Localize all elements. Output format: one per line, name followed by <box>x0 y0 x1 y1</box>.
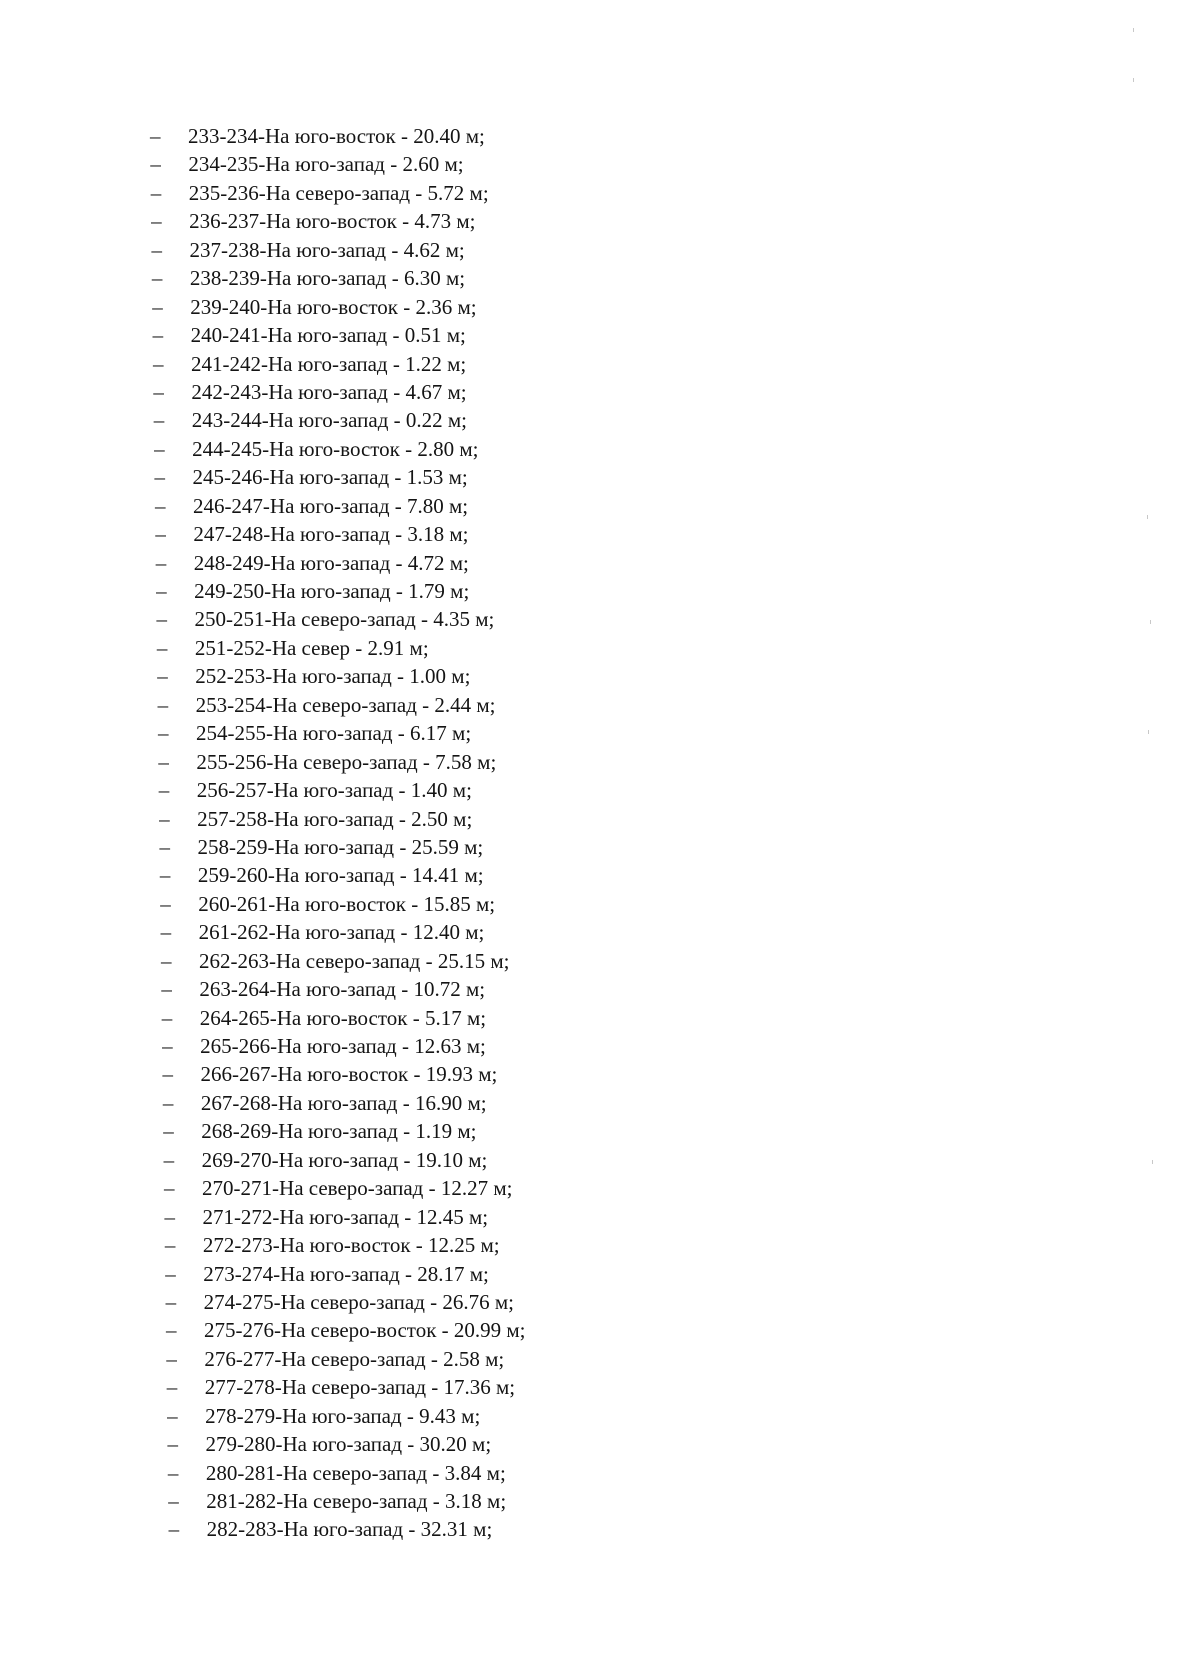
boundary-segment-text: 240-241-На юго-запад - 0.51 м; <box>190 323 466 348</box>
list-item <box>150 691 526 719</box>
boundary-segment-text: 244-245-На юго-восток - 2.80 м; <box>192 436 479 461</box>
boundary-segment-text: 245-246-На юго-запад - 1.53 м; <box>192 465 468 490</box>
list-item <box>150 1402 526 1430</box>
boundary-segment-text: 253-254-На северо-запад - 2.44 м; <box>195 692 496 717</box>
boundary-segment-text: 246-247-На юго-запад - 7.80 м; <box>192 493 469 518</box>
list-bullet-dash: – <box>153 408 165 433</box>
boundary-segment-text: 247-248-На юго-запад - 3.18 м; <box>193 522 469 547</box>
list-item <box>150 1487 526 1515</box>
list-item <box>150 748 526 776</box>
list-bullet-dash: – <box>161 948 172 973</box>
list-bullet-dash: – <box>165 1318 177 1343</box>
list-item <box>150 1117 526 1145</box>
list-bullet-dash: – <box>150 180 162 205</box>
list-item <box>150 634 526 662</box>
list-bullet-dash: – <box>151 266 163 291</box>
boundary-segment-text: 267-268-На юго-запад - 16.90 м; <box>200 1090 487 1115</box>
list-item <box>150 1146 526 1174</box>
list-item <box>150 1231 526 1259</box>
boundary-segment-text: 248-249-На юго-запад - 4.72 м; <box>193 550 469 575</box>
list-item <box>150 236 526 264</box>
scan-speck <box>1152 1160 1153 1164</box>
list-bullet-dash: – <box>152 323 164 348</box>
list-item <box>150 861 526 889</box>
list-bullet-dash: – <box>151 237 163 262</box>
boundary-segment-text: 266-267-На юго-восток - 19.93 м; <box>200 1062 498 1087</box>
boundary-segment-text: 263-264-На юго-запад - 10.72 м; <box>199 977 486 1002</box>
boundary-segment-text: 273-274-На юго-запад - 28.17 м; <box>203 1261 489 1286</box>
list-bullet-dash: – <box>164 1233 176 1258</box>
boundary-segment-text: 257-258-На юго-запад - 2.50 м; <box>197 806 473 831</box>
list-bullet-dash: – <box>158 749 169 774</box>
list-bullet-dash: – <box>162 1034 173 1058</box>
boundary-segment-text: 238-239-На юго-запад - 6.30 м; <box>189 266 466 291</box>
list-bullet-dash: – <box>154 493 166 518</box>
list-bullet-dash: – <box>158 778 170 803</box>
list-item <box>150 1430 526 1458</box>
boundary-segment-text: 254-255-На юго-запад - 6.17 м; <box>195 721 472 746</box>
list-item <box>150 805 526 833</box>
boundary-segment-text: 256-257-На юго-запад - 1.40 м; <box>196 778 472 803</box>
list-item <box>150 1288 526 1316</box>
list-item <box>150 719 526 747</box>
list-item <box>150 1345 526 1373</box>
list-item <box>150 1060 526 1088</box>
boundary-segment-text: 250-251-На северо-запад - 4.35 м; <box>194 607 495 632</box>
list-bullet-dash: – <box>154 465 166 490</box>
list-item <box>150 1174 526 1202</box>
list-item <box>150 1089 526 1117</box>
list-item <box>150 577 526 605</box>
list-item <box>150 435 526 463</box>
list-item <box>150 1203 526 1231</box>
list-bullet-dash: – <box>166 1346 177 1371</box>
list-item <box>150 890 526 918</box>
list-item <box>150 406 526 434</box>
list-item <box>150 122 526 150</box>
list-item <box>150 605 526 633</box>
list-item <box>150 350 526 378</box>
scan-speck <box>1147 515 1148 519</box>
boundary-segment-list <box>150 122 526 1544</box>
list-item <box>150 918 526 946</box>
boundary-segment-text: 237-238-На юго-запад - 4.62 м; <box>189 237 465 262</box>
boundary-segment-text: 268-269-На юго-запад - 1.19 м; <box>201 1119 477 1144</box>
list-bullet-dash: – <box>167 1460 179 1485</box>
scan-speck <box>1133 28 1134 32</box>
list-item <box>150 520 526 548</box>
boundary-segment-text: 236-237-На юго-восток - 4.73 м; <box>189 209 476 234</box>
list-item <box>150 947 526 975</box>
list-item <box>150 833 526 861</box>
boundary-segment-text: 249-250-На юго-запад - 1.79 м; <box>194 579 470 603</box>
boundary-segment-text: 252-253-На юго-запад - 1.00 м; <box>195 664 471 689</box>
list-item <box>150 549 526 577</box>
list-bullet-dash: – <box>167 1403 178 1428</box>
boundary-segment-text: 281-282-На северо-запад - 3.18 м; <box>206 1489 507 1513</box>
scan-speck <box>1150 620 1151 624</box>
list-item <box>150 975 526 1003</box>
boundary-segment-text: 261-262-На юго-запад - 12.40 м; <box>198 920 485 945</box>
list-item <box>150 150 526 178</box>
list-bullet-dash: – <box>157 664 168 689</box>
boundary-segment-text: 259-260-На юго-запад - 14.41 м; <box>197 863 484 888</box>
list-item <box>150 1373 526 1401</box>
boundary-segment-text: 233-234-На юго-восток - 20.40 м; <box>188 124 485 148</box>
list-item <box>150 264 526 292</box>
boundary-segment-text: 280-281-На северо-запад - 3.84 м; <box>205 1460 506 1485</box>
boundary-segment-text: 275-276-На северо-восток - 20.99 м; <box>203 1318 526 1343</box>
boundary-segment-text: 255-256-На северо-запад - 7.58 м; <box>196 749 497 774</box>
list-bullet-dash: – <box>154 436 165 461</box>
list-bullet-dash: – <box>155 550 167 575</box>
list-bullet-dash: – <box>161 1005 173 1030</box>
boundary-segment-text: 277-278-На северо-запад - 17.36 м; <box>204 1375 516 1400</box>
boundary-segment-text: 265-266-На юго-запад - 12.63 м; <box>200 1034 486 1058</box>
boundary-segment-text: 234-235-На юго-запад - 2.60 м; <box>188 152 464 177</box>
boundary-segment-text: 262-263-На северо-запад - 25.15 м; <box>199 948 510 973</box>
boundary-segment-text: 282-283-На юго-запад - 32.31 м; <box>206 1517 493 1542</box>
list-bullet-dash: – <box>163 1147 175 1172</box>
list-bullet-dash: – <box>167 1432 178 1457</box>
boundary-segment-text: 276-277-На северо-запад - 2.58 м; <box>204 1346 505 1371</box>
boundary-segment-text: 241-242-На юго-запад - 1.22 м; <box>191 351 467 376</box>
boundary-segment-text: 235-236-На северо-запад - 5.72 м; <box>188 180 489 205</box>
list-bullet-dash: – <box>159 863 171 888</box>
list-item <box>150 321 526 349</box>
list-bullet-dash: – <box>153 351 164 376</box>
scan-speck <box>1148 730 1149 734</box>
list-bullet-dash: – <box>156 607 167 632</box>
list-item <box>150 662 526 690</box>
boundary-segment-text: 243-244-На юго-запад - 0.22 м; <box>191 408 467 433</box>
list-item <box>150 293 526 321</box>
boundary-segment-text: 269-270-На юго-запад - 19.10 м; <box>201 1147 488 1172</box>
list-bullet-dash: – <box>156 579 167 603</box>
list-bullet-dash: – <box>162 1062 174 1087</box>
boundary-segment-text: 279-280-На юго-запад - 30.20 м; <box>205 1432 492 1457</box>
list-item <box>150 776 526 804</box>
list-bullet-dash: – <box>159 806 170 831</box>
list-bullet-dash: – <box>153 379 164 404</box>
boundary-segment-text: 264-265-На юго-восток - 5.17 м; <box>199 1005 487 1030</box>
list-bullet-dash: – <box>168 1517 180 1542</box>
boundary-segment-text: 242-243-На юго-запад - 4.67 м; <box>191 379 467 404</box>
list-bullet-dash: – <box>159 834 170 859</box>
list-bullet-dash: – <box>164 1204 175 1229</box>
list-bullet-dash: – <box>157 692 169 717</box>
scan-speck <box>1133 78 1134 82</box>
list-bullet-dash: – <box>155 522 166 547</box>
list-item <box>150 1004 526 1032</box>
boundary-segment-text: 274-275-На северо-запад - 26.76 м; <box>203 1289 515 1314</box>
list-item <box>150 179 526 207</box>
list-bullet-dash: – <box>162 1090 174 1115</box>
boundary-segment-text: 272-273-На юго-восток - 12.25 м; <box>202 1233 500 1258</box>
list-item <box>150 1316 526 1344</box>
list-item <box>150 378 526 406</box>
list-bullet-dash: – <box>163 1119 174 1144</box>
boundary-segment-text: 270-271-На северо-запад - 12.27 м; <box>202 1176 513 1201</box>
list-bullet-dash: – <box>165 1261 176 1286</box>
list-bullet-dash: – <box>165 1289 177 1314</box>
boundary-segment-text: 239-240-На юго-восток - 2.36 м; <box>190 294 477 319</box>
list-bullet-dash: – <box>160 891 171 916</box>
list-item <box>150 207 526 235</box>
boundary-segment-text: 260-261-На юго-восток - 15.85 м; <box>198 891 496 916</box>
list-bullet-dash: – <box>157 721 169 746</box>
list-bullet-dash: – <box>156 635 168 660</box>
list-bullet-dash: – <box>152 294 163 319</box>
list-bullet-dash: – <box>164 1176 175 1201</box>
list-bullet-dash: – <box>168 1489 179 1513</box>
list-bullet-dash: – <box>166 1375 178 1400</box>
list-item <box>150 492 526 520</box>
list-bullet-dash: – <box>150 152 161 177</box>
list-bullet-dash: – <box>161 977 172 1002</box>
list-bullet-dash: – <box>151 209 162 234</box>
list-bullet-dash: – <box>150 124 161 148</box>
boundary-segment-text: 251-252-На север - 2.91 м; <box>194 635 429 660</box>
list-item <box>150 1032 526 1060</box>
list-bullet-dash: – <box>160 920 172 945</box>
list-item <box>150 463 526 491</box>
list-item <box>150 1260 526 1288</box>
boundary-segment-text: 278-279-На юго-запад - 9.43 м; <box>205 1403 481 1428</box>
boundary-segment-text: 258-259-На юго-запад - 25.59 м; <box>197 834 484 859</box>
boundary-segment-text: 271-272-На юго-запад - 12.45 м; <box>202 1204 489 1229</box>
list-item <box>150 1459 526 1487</box>
list-item <box>150 1515 526 1543</box>
